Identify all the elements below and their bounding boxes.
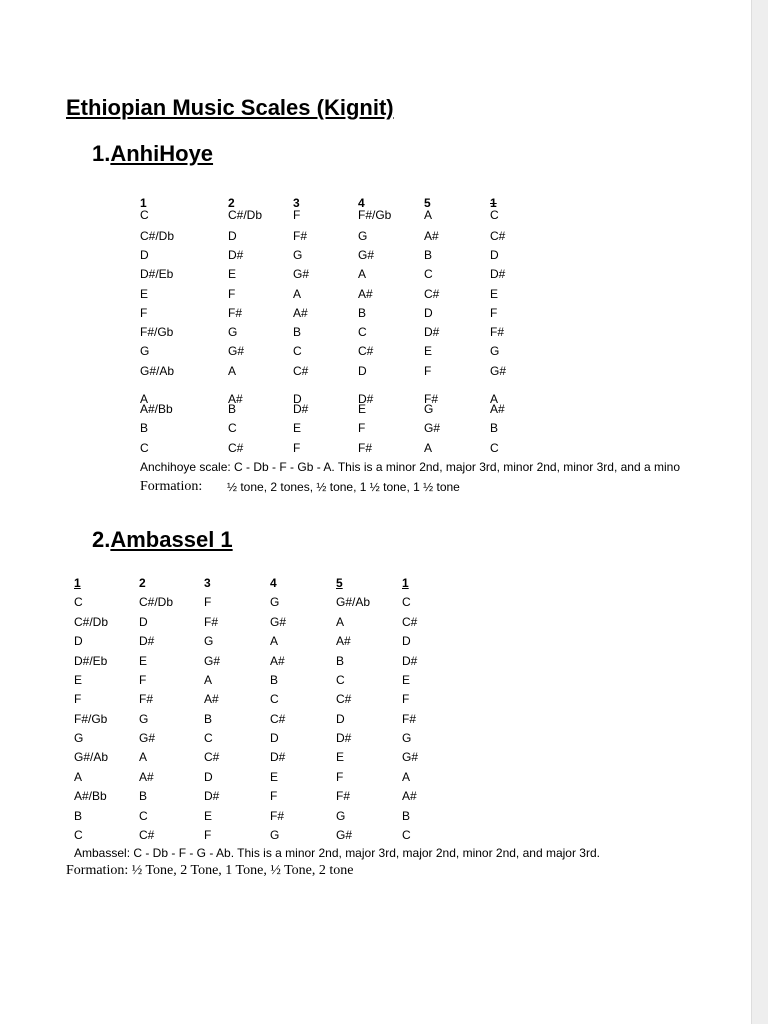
table-cell: C# (204, 750, 220, 764)
table-cell: D# (204, 789, 220, 803)
table-cell: G# (358, 248, 375, 262)
anhihoye-description: Anchihoye scale: C - Db - F - Gb - A. This is a minor 2nd, major 3rd, minor 2nd, minor 3rd, and a mino (140, 460, 680, 474)
table-cell: G#/Ab (336, 595, 371, 609)
table-cell: G#/Ab (140, 364, 175, 378)
table-cell: A# (490, 402, 505, 416)
table-cell: D (74, 634, 83, 648)
table-cell: C# (490, 229, 506, 243)
column-header: 1 (490, 196, 497, 210)
table-cell: A# (358, 287, 373, 301)
column-header: 4 (358, 196, 365, 210)
table-cell: D#/Eb (74, 654, 108, 668)
section-number: 2. (92, 527, 111, 552)
table-cell: A (204, 673, 213, 687)
table-cell: F (402, 692, 410, 706)
table-cell: A#/Bb (74, 789, 107, 803)
column-header: 3 (293, 196, 300, 210)
table-cell: F (336, 770, 344, 784)
table-cell: F (204, 828, 212, 842)
table-cell: G# (293, 267, 310, 281)
table-cell: C (140, 441, 149, 455)
table-cell: F# (228, 306, 243, 320)
table-cell: D (490, 248, 499, 262)
table-cell: B (490, 421, 499, 435)
table-cell: C (490, 208, 499, 222)
table-cell: G (358, 229, 368, 243)
table-cell: F (139, 673, 147, 687)
table-cell: A (424, 441, 433, 455)
ambassel-formation: Formation: ½ Tone, 2 Tone, 1 Tone, ½ Tone, 2 tone (66, 863, 354, 878)
table-cell: B (204, 712, 213, 726)
table-cell: F# (424, 392, 439, 406)
table-cell: A# (336, 634, 351, 648)
table-cell: B (270, 673, 279, 687)
table-cell: E (336, 750, 345, 764)
table-cell: E (139, 654, 148, 668)
table-cell: C (139, 809, 148, 823)
table-cell: G (270, 595, 280, 609)
table-cell: F (228, 287, 236, 301)
table-cell: C (140, 208, 149, 222)
table-cell: G (490, 344, 500, 358)
table-cell: G# (270, 615, 287, 629)
section-number: 1. (92, 141, 111, 166)
table-cell: E (140, 287, 149, 301)
table-cell: F# (358, 441, 373, 455)
table-cell: A (140, 392, 149, 406)
column-header: 3 (204, 576, 211, 590)
table-cell: F (424, 364, 432, 378)
table-cell: A# (293, 306, 308, 320)
table-cell: D (336, 712, 345, 726)
table-cell: C (270, 692, 279, 706)
table-cell: G (139, 712, 149, 726)
section-name: Ambassel 1 (110, 527, 233, 552)
table-cell: G# (336, 828, 353, 842)
table-cell: C (424, 267, 433, 281)
table-cell: F# (293, 229, 308, 243)
table-cell: D#/Eb (140, 267, 174, 281)
table-cell: C#/Db (140, 229, 175, 243)
table-cell: A#/Bb (140, 402, 173, 416)
table-cell: A (490, 392, 499, 406)
table-cell: F# (204, 615, 219, 629)
column-header: 5 (424, 196, 431, 210)
column-header: 2 (139, 576, 146, 590)
table-cell: A (139, 750, 148, 764)
table-cell: F (74, 692, 82, 706)
table-cell: C (204, 731, 213, 745)
table-cell: C#/Db (139, 595, 174, 609)
table-cell: F#/Gb (74, 712, 108, 726)
table-cell: A# (139, 770, 154, 784)
table-cell: G# (424, 421, 441, 435)
table-cell: A (270, 634, 279, 648)
table-cell: E (228, 267, 237, 281)
table-cell: C# (293, 364, 309, 378)
table-cell: F (293, 441, 301, 455)
table-cell: F (293, 208, 301, 222)
column-header: 1 (402, 576, 409, 590)
table-cell: D (402, 634, 411, 648)
table-cell: C# (424, 287, 440, 301)
table-cell: F (140, 306, 148, 320)
table-cell: D# (358, 392, 374, 406)
table-cell: G# (490, 364, 507, 378)
column-header: 5 (336, 576, 343, 590)
table-cell: D (204, 770, 213, 784)
table-cell: C (336, 673, 345, 687)
table-cell: D# (270, 750, 286, 764)
table-cell: F#/Gb (358, 208, 392, 222)
table-cell: D# (139, 634, 155, 648)
table-cell: D# (228, 248, 244, 262)
table-cell: B (74, 809, 83, 823)
table-cell: E (270, 770, 279, 784)
table-cell: B (140, 421, 149, 435)
table-cell: A (402, 770, 411, 784)
table-cell: C (228, 421, 237, 435)
table-cell: F# (490, 325, 505, 339)
table-cell: D# (490, 267, 506, 281)
table-cell: G# (139, 731, 156, 745)
table-cell: A# (204, 692, 219, 706)
table-cell: D (424, 306, 433, 320)
table-cell: G (402, 731, 412, 745)
table-cell: D (270, 731, 279, 745)
table-cell: F (204, 595, 212, 609)
table-cell: G (140, 344, 150, 358)
table-cell: B (424, 248, 433, 262)
table-cell: G (74, 731, 84, 745)
table-cell: C# (228, 441, 244, 455)
table-cell: G (204, 634, 214, 648)
table-cell: G (293, 248, 303, 262)
table-cell: C (74, 595, 83, 609)
table-cell: G# (204, 654, 221, 668)
column-header: 1 (140, 196, 147, 210)
table-cell: E (293, 421, 302, 435)
table-cell: B (358, 306, 367, 320)
table-cell: F# (402, 712, 417, 726)
table-cell: G# (402, 750, 419, 764)
table-cell: F (270, 789, 278, 803)
table-cell: A (293, 287, 302, 301)
table-cell: F#/Gb (140, 325, 174, 339)
table-cell: C (74, 828, 83, 842)
table-cell: C# (139, 828, 155, 842)
table-cell: B (402, 809, 411, 823)
table-cell: F (358, 421, 366, 435)
table-cell: E (424, 344, 433, 358)
table-cell: D# (424, 325, 440, 339)
table-cell: D# (293, 402, 309, 416)
table-cell: D (139, 615, 148, 629)
table-cell: G (424, 402, 434, 416)
anhihoye-formation-value: ½ tone, 2 tones, ½ tone, 1 ½ tone, 1 ½ tone (227, 480, 460, 494)
table-cell: C (402, 828, 411, 842)
table-cell: D (293, 392, 302, 406)
table-cell: E (358, 402, 367, 416)
table-cell: A# (402, 789, 417, 803)
table-cell: C# (336, 692, 352, 706)
table-cell: D (228, 229, 237, 243)
page-edge (751, 0, 768, 1024)
table-cell: E (402, 673, 411, 687)
table-cell: C# (402, 615, 418, 629)
table-cell: F# (270, 809, 285, 823)
table-cell: E (490, 287, 499, 301)
column-header: 1 (74, 576, 81, 590)
section-name: AnhiHoye (110, 141, 214, 166)
table-cell: A (424, 208, 433, 222)
section-heading-ambassel (92, 527, 233, 553)
table-cell: A (74, 770, 83, 784)
table-cell: C (402, 595, 411, 609)
table-cell: B (336, 654, 345, 668)
table-cell: G (270, 828, 280, 842)
table-cell: D# (402, 654, 418, 668)
table-cell: D (358, 364, 367, 378)
table-cell: A (228, 364, 237, 378)
table-cell: G (336, 809, 346, 823)
table-cell: G#/Ab (74, 750, 109, 764)
table-cell: A# (270, 654, 285, 668)
table-cell: C# (358, 344, 374, 358)
table-cell: F (490, 306, 498, 320)
ambassel-description: Ambassel: C - Db - F - G - Ab. This is a minor 2nd, major 3rd, major 2nd, minor 2nd, and major 3rd. (74, 846, 600, 860)
column-header: 2 (228, 196, 235, 210)
table-cell: B (228, 402, 237, 416)
anhihoye-formation-label: Formation: (140, 479, 203, 494)
table-cell: C#/Db (228, 208, 263, 222)
table-cell: C# (270, 712, 286, 726)
table-cell: G# (228, 344, 245, 358)
table-cell: A (336, 615, 345, 629)
table-cell: C (293, 344, 302, 358)
table-cell: B (293, 325, 302, 339)
table-cell: E (204, 809, 213, 823)
table-cell: C#/Db (74, 615, 109, 629)
table-cell: F# (336, 789, 351, 803)
table-cell: F# (139, 692, 154, 706)
column-header: 4 (270, 576, 277, 590)
table-cell: G (228, 325, 238, 339)
table-cell: C (490, 441, 499, 455)
table-cell: A# (228, 392, 243, 406)
table-cell: B (139, 789, 148, 803)
table-cell: E (74, 673, 83, 687)
document-title: Ethiopian Music Scales (Kignit) (66, 95, 394, 120)
table-cell: D (140, 248, 149, 262)
section-heading-anhihoye (92, 141, 213, 167)
table-cell: C (358, 325, 367, 339)
table-cell: A (358, 267, 367, 281)
table-cell: A# (424, 229, 439, 243)
table-cell: D# (336, 731, 352, 745)
